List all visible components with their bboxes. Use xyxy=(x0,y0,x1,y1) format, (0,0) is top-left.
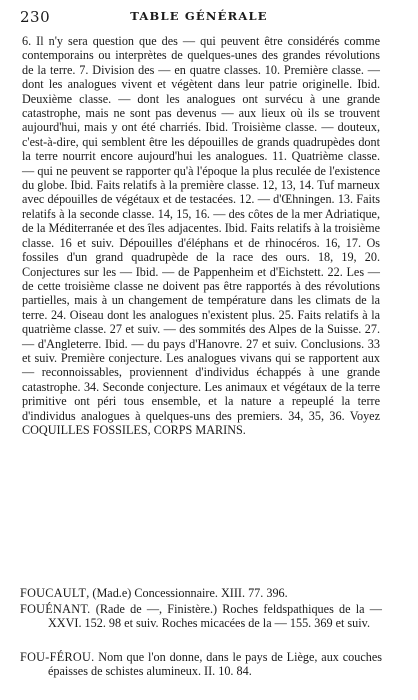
running-head: TABLE GÉNÉRALE xyxy=(130,9,268,23)
index-entry-fou-ferou xyxy=(20,650,382,679)
entry-text: Nom que l'on donne, dans le pays de Liège, aux couches épaisses de schistes alumineux. II. 10. 84. xyxy=(48,650,382,679)
index-body-paragraph: 6. Il n'y sera question que des — qui peuvent être considérés comme contemporains ou interprètes de quelques-unes des grandes révolutions de la terre. 7. Division des — en quatre classes. 10. Première classe. — dont les analogues vivent et végètent dans leur patrie originelle. Ibid. Deuxième classe. — dont les analogues ont survécu à une grande catastrophe, mais ne sont pas devenus — aux lieux où ils se trouvent aujourd'hui, mais y ont été charriés. Ibid. Troisième classe. — douteux, c'est-à-dire, qui semblent être les dépouilles de grands quadrupèdes dont la terre nourrit encore aujourd'hui les analogues. 11. Quatrième classe. — qui ne peuvent se rapporter qu'à l'époque la plus reculée de l'existence du globe. Ibid. Faits relatifs à la première classe. 12, 13, 14. Tuf marneux avec dépouilles de végétaux et de testacées. 12. — d'Œhningen. 13. Faits relatifs à la seconde classe. 14, 15, 16. — des côtes de la mer Adriatique, de la Méditerranée et des îles adjacentes. Ibid. Faits relatifs à la troisième classe. 16 et suiv. Dépouilles d'éléphans et de rhinocéros. 16, 17. Os fossiles d'un grand quadrupède de la race des ours. 18, 19, 20. Conjectures sur les — Ibid. — de Pappenheim et d'Eichstett. 22. Les — de cette troisième classe ne doivent pas être rapportés à des révolutions partielles, mais à un changement de température dans les climats de la terre. 24. Oiseau dont les analogues n'existent plus. 25. Faits relatifs à la quatrième classe. 27 et suiv. — des sommités des Alpes de la Suisse. 27. — d'Angleterre. Ibid. — du pays d'Hanovre. 27 et suiv. Conclusions. 33 et suiv. Première conjecture. Les analogues vivans qui se rapportent aux — reconnoissables, proviennent d'individus échappés à une grande catastrophe. 34. Seconde conjecture. Les animaux et végétaux de la terre primitive ont péri tous ensemble, et la nature a repeuplé la terre d'individus analogues à quelques-uns des premiers. 34, 35, 36. Voyez COQUILLES FOSSILES, CORPS MARINS. xyxy=(22,34,380,437)
entry-text: (Rade de —, Finistère.) Roches feldspathiques de la — XXVI. 152. 98 et suiv. Roches micacées de la — 155. 369 et suiv. xyxy=(48,602,382,631)
index-entry-fouenant xyxy=(20,602,382,631)
entry-headword: FOUÉNANT. xyxy=(20,602,91,616)
index-entry-foucault xyxy=(20,586,382,600)
entry-headword: FOUCAULT xyxy=(20,586,87,600)
entry-headword: FOU-FÉROU. xyxy=(20,650,95,664)
entry-text: , (Mad.e) Concessionnaire. XIII. 77. 396. xyxy=(86,586,288,600)
page-number: 230 xyxy=(20,8,51,26)
page-header xyxy=(20,8,378,28)
